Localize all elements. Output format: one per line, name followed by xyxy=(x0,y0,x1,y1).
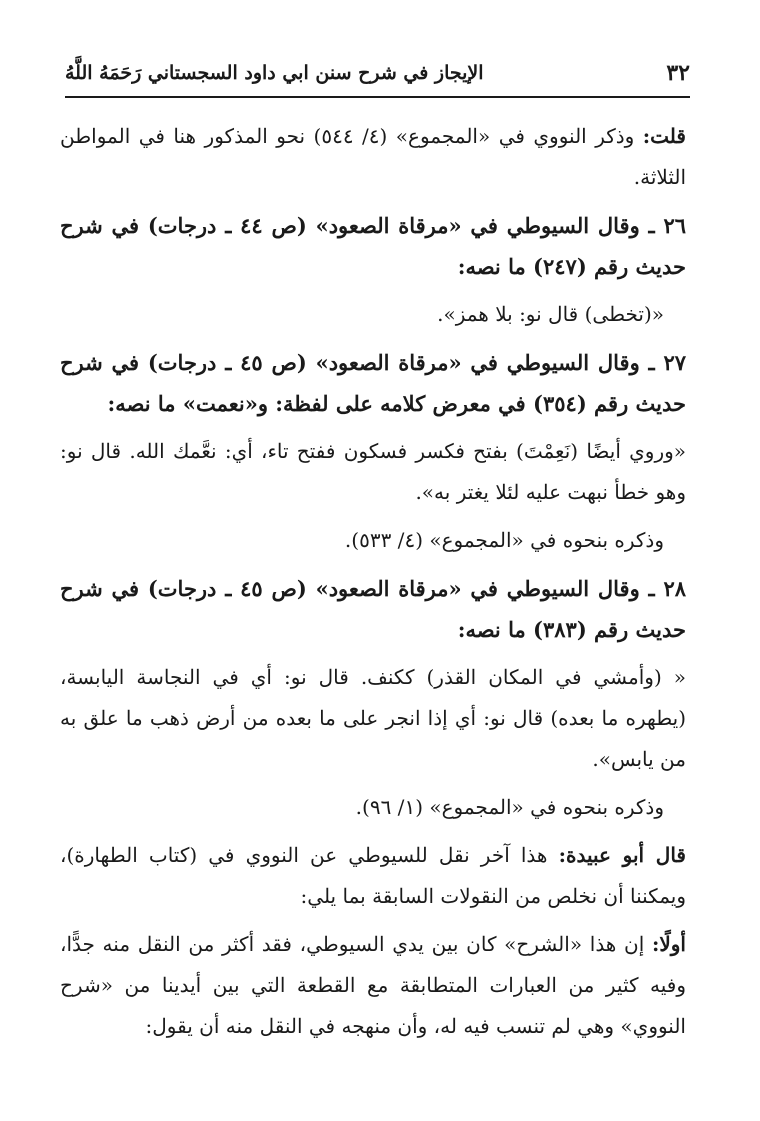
paragraph-lead: قال أبو عبيدة: xyxy=(558,843,686,867)
paragraph-abu-ubayda xyxy=(60,835,686,917)
page-body xyxy=(60,116,686,1054)
quote-27: «وروي أيضًا (نَعِمْتَ) بفتح فكسر فسكون ففتح تاء، أي: نعَّمك الله. قال نو: وهو خطأ نبهت عليه لئلا يغتر به». xyxy=(60,439,686,504)
page-number: ٣٢ xyxy=(666,60,690,86)
reference-28: وذكره بنحوه في «المجموع» (١/ ٩٦). xyxy=(355,795,664,819)
section-heading-27: ٢٧ ـ وقال السيوطي في «مرقاة الصعود» (ص ٤٥ ـ درجات) في شرح حديث رقم (٣٥٤) في معرض كلامه على لفظة: و«نعمت» ما نصه: xyxy=(60,350,686,416)
paragraph-lead: قلت: xyxy=(642,124,686,148)
section-heading-26: ٢٦ ـ وقال السيوطي في «مرقاة الصعود» (ص ٤٤ ـ درجات) في شرح حديث رقم (٢٤٧) ما نصه: xyxy=(60,213,686,279)
paragraph-text: وذكر النووي في «المجموع» (٤/ ٥٤٤) نحو المذكور هنا في المواطن الثلاثة. xyxy=(60,124,686,189)
paragraph-text: هذا آخر نقل للسيوطي عن النووي في (كتاب الطهارة)، ويمكننا أن نخلص من النقولات السابقة بما يلي: xyxy=(60,843,686,908)
paragraph-awalan xyxy=(60,924,686,1047)
quote-26: «(تخطى) قال نو: بلا همز». xyxy=(437,302,664,326)
paragraph-text: إن هذا «الشرح» كان بين يدي السيوطي، فقد أكثر من النقل منه جدًّا، وفيه كثير من العبارات المتطابقة مع القطعة التي بين أيدينا من «شرح النووي» وهي لم تنسب فيه له، وأن منهجه في النقل منه أن يقول: xyxy=(60,932,686,1038)
paragraph-qultu xyxy=(60,116,686,198)
running-title: الإيجاز في شرح سنن ابي داود السجستاني رَحَمَهُ اللَّهُ xyxy=(65,62,484,84)
quote-28: « (وأمشي في المكان القذر) ككنف. قال نو: أي في النجاسة اليابسة، (يطهره ما بعده) قال نو: أي إذا انجر على ما بعده من أرض ذهب ما علق به من يابس». xyxy=(60,665,686,771)
section-heading-28: ٢٨ ـ وقال السيوطي في «مرقاة الصعود» (ص ٤٥ ـ درجات) في شرح حديث رقم (٣٨٣) ما نصه: xyxy=(60,576,686,642)
paragraph-lead: أولًا: xyxy=(651,932,686,956)
page-header xyxy=(65,50,690,98)
reference-27: وذكره بنحوه في «المجموع» (٤/ ٥٣٣). xyxy=(344,528,664,552)
